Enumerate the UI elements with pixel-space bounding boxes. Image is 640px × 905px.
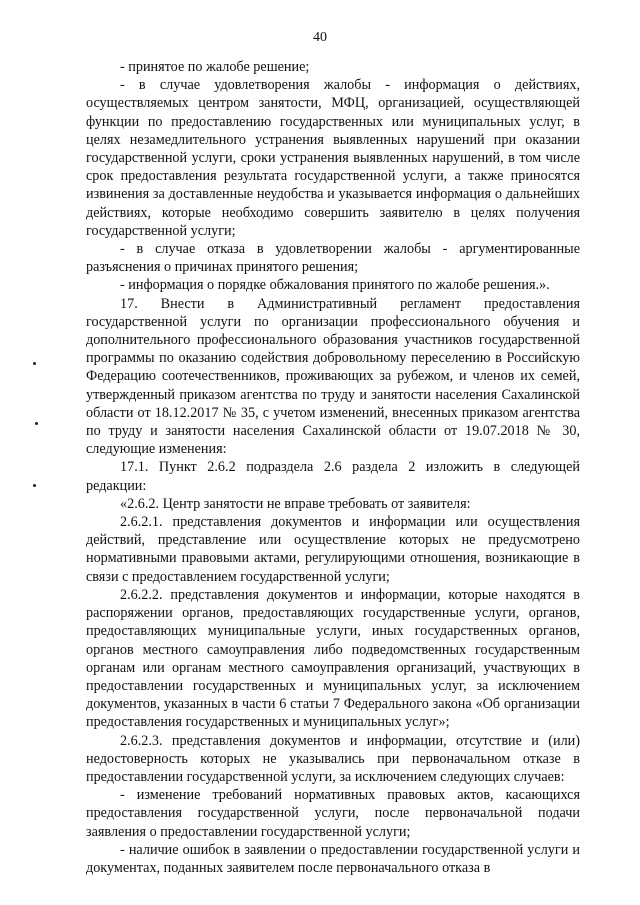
paragraph: 17.1. Пункт 2.6.2 подраздела 2.6 раздела 2 изложить в следующей редакции: <box>86 459 580 494</box>
paragraph: - в случае удовлетворения жалобы - информация о действиях, осуществляемых центром занятости, МФЦ, организацией, осуществляющей функции по предоставлению государственных или муниципальных услуг, в целях незамедлительного устранения выявленных нарушений при оказании государственной услуги, сроки устранения выявленных нарушений, в том числе срок предоставления результата государственной услуги, а также приносятся извинения за доставленные неудобства и указывается информация о дальнейших действиях, которые необходимо совершить заявителю в целях получения государственной услуги; <box>86 77 580 239</box>
paragraph: - информация о порядке обжалования принятого по жалобе решения.». <box>120 277 550 294</box>
document-body <box>86 58 580 877</box>
margin-mark <box>33 362 36 365</box>
page-number: 40 <box>313 30 327 45</box>
margin-mark <box>35 422 38 425</box>
margin-mark <box>33 484 36 487</box>
paragraph: 2.6.2.1. представления документов и информации или осуществления действий, представление или осуществление которых не предусмотрено нормативными правовыми актами, регулирующими отношения, возникающие в связи с предоставлением государственной услуги; <box>86 514 580 585</box>
paragraph: - изменение требований нормативных правовых актов, касающихся предоставления государственной услуги, после первоначальной подачи заявления о предоставлении государственной услуги; <box>86 787 580 840</box>
paragraph: - в случае отказа в удовлетворении жалобы - аргументированные разъяснения о причинах принятого решения; <box>86 241 580 276</box>
paragraph: - принятое по жалобе решение; <box>120 59 310 75</box>
paragraph: - наличие ошибок в заявлении о предоставлении государственной услуги и документах, поданных заявителем после первоначального отказа в <box>86 841 580 876</box>
paragraph: 2.6.2.3. представления документов и информации, отсутствие и (или) недостоверность которых не указывались при первоначальном отказе в предоставлении государственной услуги, за исключением следующих случаев: <box>86 732 580 785</box>
paragraph: 17. Внести в Административный регламент предоставления государственной услуги по организации профессионального обучения и дополнительного профессионального образования участников государственной программы по оказанию содействия добровольному переселению в Российскую Федерацию соотечественников, проживающих за рубежом, и членов их семей, утвержденный приказом агентства по труду и занятости населения Сахалинской области от 18.12.2017 № 35, с учетом изменений, внесенных приказом агентства по труду и занятости населения Сахалинской области от 19.07.2018 № 30, следующие изменения: <box>86 295 580 458</box>
paragraph: «2.6.2. Центр занятости не вправе требовать от заявителя: <box>120 495 471 512</box>
paragraph: 2.6.2.2. представления документов и информации, которые находятся в распоряжении органов, предоставляющих государственные услуги, органов, предоставляющих муниципальные услуги, иных государственных органов, органов местного самоуправления либо подведомственных государственным органам или органам местного самоуправления организаций, участвующих в предоставлении государственных и муниципальных услуг, за исключением документов, указанных в части 6 статьи 7 Федерального закона «Об организации предоставления государственных и муниципальных услуг»; <box>86 586 580 731</box>
